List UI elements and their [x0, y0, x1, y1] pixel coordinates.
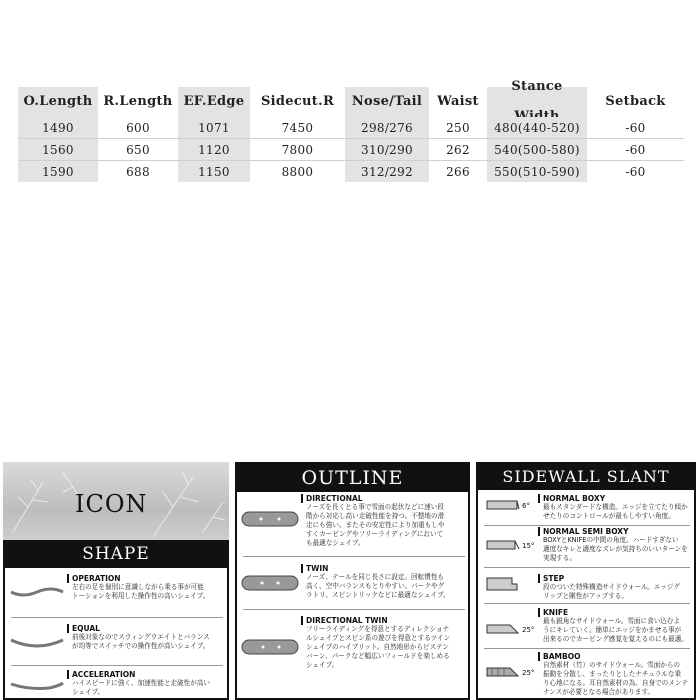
header-ef-edge: EF.Edge [178, 87, 250, 117]
table-cell: 600 [126, 120, 150, 135]
table-row [18, 117, 684, 139]
sidewall-item-title: KNIFE [538, 608, 696, 617]
header-setback: Setback [605, 94, 666, 109]
sidewall-item-text: せたりのコントロールが最もしやすい角度。 [543, 512, 675, 520]
table-cell: 8800 [281, 164, 314, 179]
table-cell: 312/292 [345, 161, 429, 182]
header-stance-width: Stance [487, 87, 587, 117]
outline-item-text: バーン、パークなど幅広いフィールドを楽しめる [306, 652, 450, 660]
angle-label: 6° [522, 502, 530, 510]
outline-item-text: 走にも強い。またその安定性により加重もしや [306, 521, 445, 529]
table-cell: -60 [625, 164, 646, 179]
icon-header [3, 462, 229, 542]
sidewall-item-normal-semi-boxy [538, 527, 696, 563]
sidewall-item-text: 適度なキレと適度なズレが気持ちのいいターンを [543, 545, 688, 553]
table-row [18, 139, 684, 161]
header-sidecut-r: Sidecut.R [260, 94, 335, 109]
sidewall-item-text: 実現する。 [543, 554, 576, 562]
sidewall-item-text: BOXYとKNIFEの中間の角度。ハードすぎない [543, 536, 679, 544]
angle-label: 25° [522, 669, 535, 677]
shape-item-title: OPERATION [67, 574, 227, 583]
table-cell: 550(510-590) [487, 161, 587, 182]
table-cell: 262 [446, 142, 470, 157]
equal-board-icon [9, 634, 65, 654]
shape-item-text: 前後対象なのでスウィングウエイトとバランス [72, 633, 210, 641]
outline-title: OUTLINE [237, 464, 468, 492]
table-cell: 688 [126, 164, 150, 179]
table-cell: 1490 [18, 117, 98, 138]
table-row [18, 161, 684, 182]
sidewall-item-text: 自然素材（竹）のサイドウォール。雪面からの [543, 661, 681, 669]
divider [11, 665, 223, 666]
sidewall-item-text: リップと剛性がアップする。 [543, 592, 628, 600]
angle-label: 15° [522, 542, 535, 550]
table-cell: 650 [126, 142, 150, 157]
outline-item-title: DIRECTIONAL TWIN [301, 616, 469, 625]
sidewall-item-title: BAMBOO [538, 652, 696, 661]
outline-item-text: シェイプのハイブリット。自然地形からピステン [306, 643, 449, 651]
sidewall-item-title: NORMAL BOXY [538, 494, 696, 503]
outline-item-text: 高く、空中バランスもとりやすい。パークやグ [306, 582, 445, 590]
outline-item-directional [301, 494, 469, 548]
outline-item-text: ルシェイプとスピン系の遊びを得意とするツイン [306, 634, 451, 642]
outline-item-text: ノーズを長くとる事で雪面の起伏などに速い段 [306, 503, 444, 511]
spec-table-header [18, 79, 684, 117]
shape-title: SHAPE [5, 540, 227, 568]
bamboo-icon [486, 664, 520, 680]
outline-item-text: シェイプ。 [306, 661, 339, 669]
sidewall-item-step [538, 574, 696, 601]
sidewall-item-bamboo [538, 652, 696, 697]
divider [484, 603, 690, 604]
sidewall-item-text: 段のついた特殊構造サイドウォール。エッジグ [543, 583, 680, 591]
table-cell: 540(500-580) [487, 139, 587, 160]
shape-item-equal [67, 624, 227, 651]
shape-item-operation [67, 574, 227, 601]
sidewall-item-text: 最もスタンダードな構造。エッジを立てたり傾か [543, 503, 688, 511]
table-cell: 310/290 [345, 139, 429, 160]
divider [484, 567, 690, 568]
table-cell: 266 [446, 164, 470, 179]
sidewall-title: SIDEWALL SLANT [478, 464, 694, 490]
table-cell: 1560 [18, 139, 98, 160]
header-waist: Waist [437, 94, 479, 109]
shape-panel [3, 540, 229, 700]
divider [484, 648, 690, 649]
shape-item-acceleration [67, 670, 227, 697]
table-cell: 7800 [281, 142, 314, 157]
outline-item-text: 階から対応し高い走破性能を持つ。不整地の滑 [306, 512, 445, 520]
shape-item-text: ハイスピードに強く、加速性能と走破性が高い [72, 679, 211, 687]
sidewall-item-knife [538, 608, 696, 644]
table-cell: 1590 [18, 161, 98, 182]
sidewall-item-title: NORMAL SEMI BOXY [538, 527, 696, 536]
icon-title: ICON [75, 490, 148, 518]
sidewall-item-text: り心地になる。耳自然素材の為、自身でのメンテ [543, 679, 689, 687]
outline-item-title: TWIN [301, 564, 469, 573]
table-cell: -60 [625, 142, 646, 157]
table-cell: 480(440-520) [487, 117, 587, 138]
twin-board-icon [241, 574, 299, 592]
outline-item-text: ノーズ、テールを同じ長さに設定。回転慣性も [306, 573, 445, 581]
outline-item-directional-twin [301, 616, 469, 670]
sidewall-item-text: 出来るのでカービング感覚を覚えるのにも最適。 [543, 635, 688, 643]
header-nose-tail: Nose/Tail [345, 87, 429, 117]
table-cell: -60 [625, 120, 646, 135]
shape-item-text: トーションを利用した操作性の高いシェイプ。 [72, 592, 210, 600]
outline-item-twin [301, 564, 469, 600]
sidewall-item-text: ナンスが必要となる場合があります。 [543, 688, 655, 696]
directional-board-icon [241, 510, 299, 528]
shape-item-text: シェイプ。 [72, 688, 105, 696]
outline-item-text: フリーライディングを得意とするディレクショナ [306, 625, 450, 633]
directional-twin-board-icon [241, 638, 299, 656]
sidewall-item-text: うにキレていく。簡単にエッジをかませる事が [543, 626, 682, 634]
step-icon [486, 572, 520, 594]
shape-item-title: ACCELERATION [67, 670, 227, 679]
normal-boxy-icon [486, 497, 520, 513]
divider [484, 525, 690, 526]
table-cell: 1071 [178, 117, 250, 138]
outline-item-title: DIRECTIONAL [301, 494, 469, 503]
sidewall-item-title: STEP [538, 574, 696, 583]
table-cell: 250 [446, 120, 470, 135]
table-cell: 1120 [178, 139, 250, 160]
sidewall-item-text: 最も鋭角なサイドウォール。雪面に食い込むよ [543, 617, 681, 625]
shape-item-text: が均等でスイッチでの操作性が高いシェイプ。 [72, 642, 210, 650]
shape-item-text: 左右の足を個別に意識しながら乗る事が可能 [72, 583, 204, 591]
sidewall-item-text: 振動を分散し、まったりとしたナチュラルな乗 [543, 670, 682, 678]
divider [243, 556, 465, 557]
angle-label: 25° [522, 626, 535, 634]
sidewall-panel [476, 462, 696, 700]
divider [11, 617, 223, 618]
acceleration-board-icon [9, 680, 65, 694]
table-cell: 298/276 [345, 117, 429, 138]
outline-item-text: すくカービングやフリーライディングにおいて [306, 530, 444, 538]
header-o-length: O.Length [18, 87, 98, 117]
normal-semi-boxy-icon [486, 537, 520, 553]
outline-panel [235, 462, 470, 700]
shape-item-title: EQUAL [67, 624, 227, 633]
sidewall-item-normal-boxy [538, 494, 696, 521]
header-r-length: R.Length [103, 94, 173, 109]
knife-icon [486, 621, 520, 637]
outline-item-text: も最適なシェイプ。 [306, 539, 365, 547]
divider [243, 609, 465, 610]
outline-item-text: ラトリ、スピントリックなどに最適なシェイプ。 [306, 591, 450, 599]
table-cell: 1150 [178, 161, 250, 182]
table-cell: 7450 [281, 120, 314, 135]
operation-board-icon [9, 584, 65, 604]
spec-table [18, 79, 684, 182]
